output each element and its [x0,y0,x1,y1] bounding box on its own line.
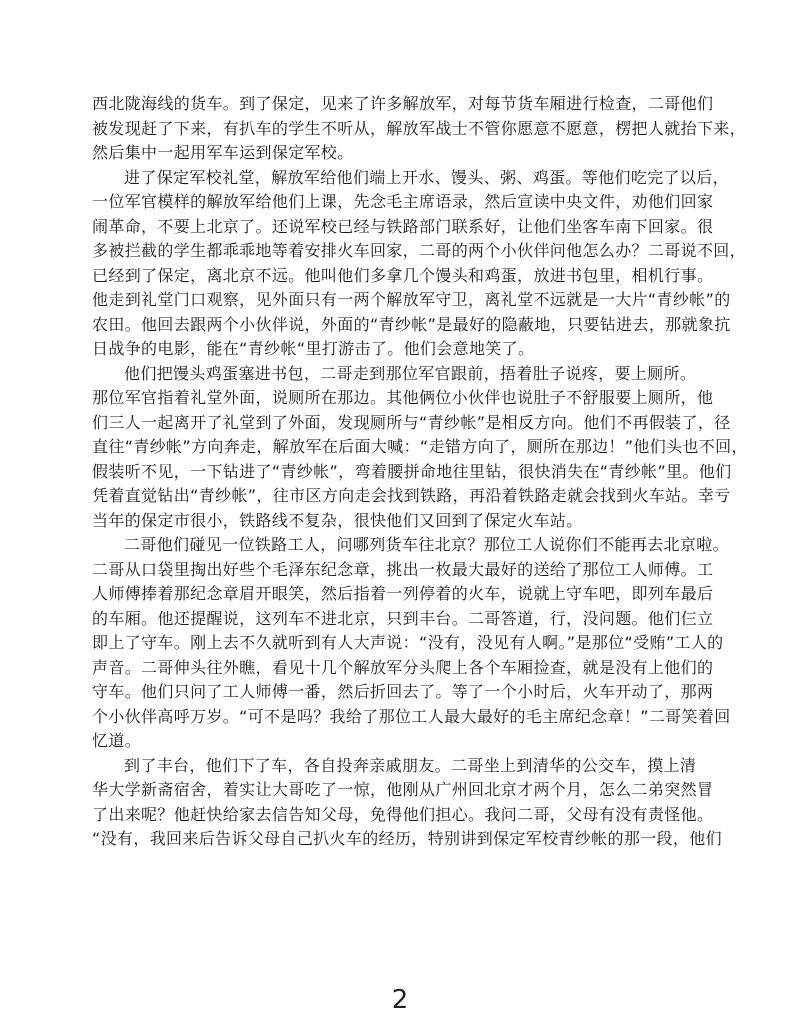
text-line: 即上了守车。刚上去不久就听到有人大声说：“没有，没见有人啊。”是那位“受贿”工人的 [92,633,724,652]
paragraph [92,166,747,362]
text-line: 到了丰台，他们下了车，各自投奔亲戚朋友。二哥坐上到清华的公交车，摸上清 [124,755,697,775]
text-line: 守车。他们只问了工人师傅一番，然后折回去了。等了一个小时后，火车开动了，那两 [92,682,714,701]
text-line: 声音。二哥伸头往外瞧，看见十几个解放军分头爬上各个车厢捡查，就是没有上他们的 [92,657,714,677]
text-line: 西北陇海线的货车。到了保定，见来了许多解放军，对每节货车厢进行检查，二哥他们 [92,94,714,113]
text-line: 闹革命，不要上北京了。还说军校已经与铁路部门联系好，让他们坐客车南下回家。很 [92,216,714,236]
text-line: 忆道。 [92,731,142,750]
text-line: 然后集中一起用军车运到保定军校。 [92,143,354,162]
text-line: 被发现赶了下来，有扒车的学生不听从，解放军战士不管你愿意不愿意，楞把人就抬下来， [92,118,747,138]
text-line: 华大学新斋宿舍，着实让大哥吃了一惊，他刚从广州回北京才两个月，怎么二弟突然冒 [92,780,714,799]
paragraph [92,362,748,534]
text-line: 一位军官模样的解放军给他们上课，先念毛主席语录，然后宣读中央文件，劝他们回家 [92,192,714,211]
text-line: 个小伙伴高呼万岁。“可不是吗？我给了那位工人最大最好的毛主席纪念章！”二哥笑着回 [92,706,731,726]
paragraph [92,92,747,166]
text-line: 当年的保定市很小，铁路线不复杂，很快他们又回到了保定火车站。 [92,510,583,530]
page-number: 2 [391,985,409,1015]
text-line: 直往“青纱帐”方向奔走，解放军在后面大喊：“走错方向了，厕所在那边！”他们头也不回， [92,437,748,456]
text-line: 凭着直觉钻出“青纱帐”，往市区方向走会找到铁路，再沿着铁路走就会找到火车站。幸亏 [92,486,731,505]
body-text [92,92,748,852]
text-line: 那位军官指着礼堂外面，说厕所在那边。其他俩位小伙伴也说肚子不舒服要上厕所，他 [92,388,714,407]
text-line: 多被拦截的学生都乖乖地等着安排火车回家，二哥的两个小伙伴问他怎么办？二哥说不回， [92,241,747,260]
paragraph [92,533,731,754]
text-line: 们三人一起离开了礼堂到了外面，发现厕所与“青纱帐”是相反方向。他们不再假装了，径 [92,412,731,432]
text-line: “没有，我回来后告诉父母自己扒火车的经历，特别讲到保定军校青纱帐的那一段，他们 [92,829,722,848]
text-line: 假装听不见，一下钻进了“青纱帐”，弯着腰拼命地往里钻，很快消失在“青纱帐”里。他们 [92,461,732,481]
paragraph [92,754,722,852]
text-line: 二哥从口袋里掏出好些个毛泽东纪念章，挑出一枚最大最好的送给了那位工人师傅。工 [92,559,714,579]
text-line: 了出来呢？他赶快给家去信告知父母，免得他们担心。我问二哥，父母有没有责怪他。 [92,804,714,824]
text-line: 日战争的电影，能在“青纱帐“里打游击了。他们会意地笑了。 [92,339,535,358]
text-line: 已经到了保定，离北京不远。他叫他们多拿几个馒头和鸡蛋，放进书包里，相机行事。 [92,265,714,285]
text-line: 进了保定军校礼堂，解放军给他们端上开水、馒头、粥、鸡蛋。等他们吃完了以后， [124,167,729,187]
text-line: 他走到礼堂门口观察，见外面只有一两个解放军守卫，离礼堂不远就是一大片“青纱帐”的 [92,290,731,309]
text-line: 的车厢。他还提醒说，这列车不进北京，只到丰台。二哥答道，行，没问题。他们仨立 [92,608,714,628]
text-line: 农田。他回去跟两个小伙伴说，外面的“青纱帐”是最好的隐蔽地，只要钻进去，那就象抗 [92,314,731,334]
text-line: 二哥他们碰见一位铁路工人，问哪列货车往北京？那位工人说你们不能再去北京啦。 [124,535,729,554]
text-line: 人师傅捧着那纪念章眉开眼笑，然后指着一列停着的火车，说就上守车吧，即列车最后 [92,584,714,603]
text-line: 他们把馒头鸡蛋塞进书包，二哥走到那位军官跟前，捂着肚子说疼，要上厕所。 [124,363,697,383]
